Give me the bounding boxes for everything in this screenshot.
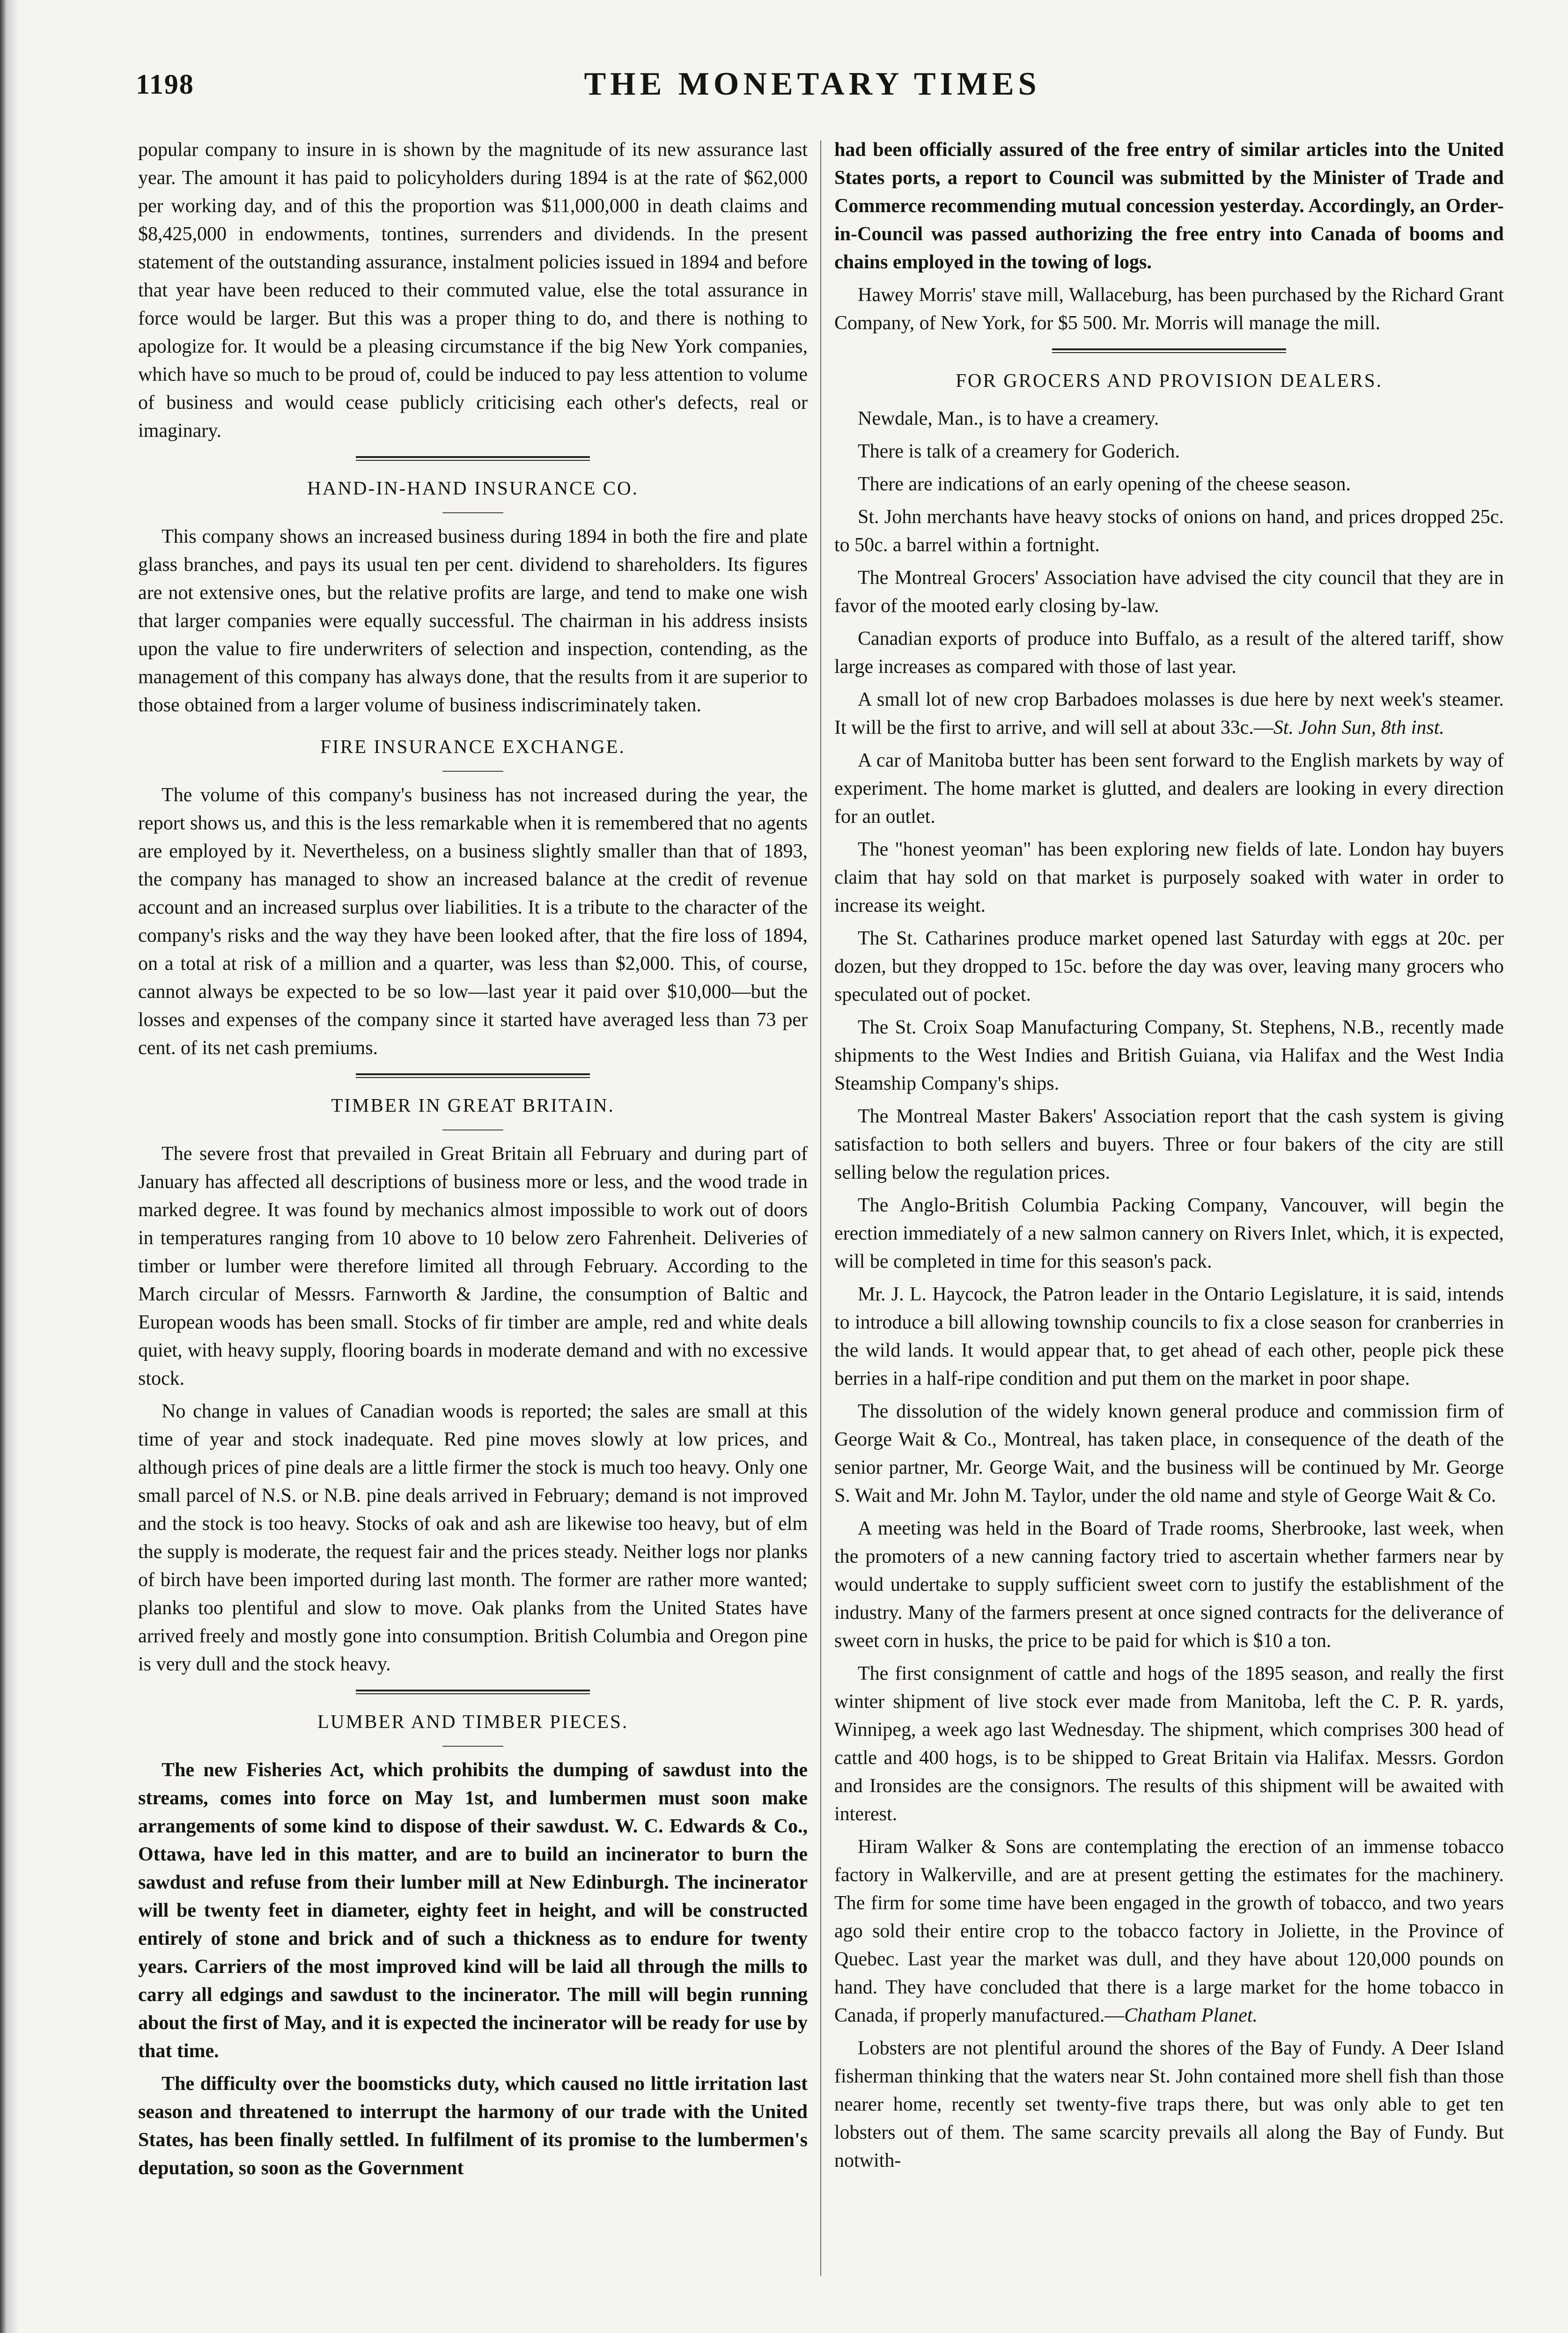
news-item: The St. Croix Soap Manufacturing Company, St. Stephens, N.B., recently made shipments to the West Indies and British Guiana, via Halifax and the West India Steamship Company's ships. <box>834 1017 1504 1094</box>
news-item <box>834 686 1504 742</box>
news-source: St. John Sun, 8th inst. <box>1273 717 1444 738</box>
news-item: The St. Catharines produce market opened last Saturday with eggs at 20c. per dozen, but they dropped to 15c. before the day was over, leaving many grocers who speculated out of pocket. <box>834 928 1504 1005</box>
page-header <box>136 66 1489 108</box>
news-item: The dissolution of the widely known general produce and commission firm of George Wait & Co., Montreal, has taken place, in consequence of the death of the senior partner, Mr. George Wait, and the business will be continued by Mr. George S. Wait and Mr. John M. Taylor, under the old name and style of George Wait & Co. <box>834 1401 1504 1506</box>
article-paragraph: had been officially assured of the free entry of similar articles into the United States ports, a report to Council was submitted by the Minister of Trade and Commerce recommending mutual concession yesterday. Accordingly, an Order-in-Council was passed authorizing the free entry into Canada of booms and chains employed in the towing of logs. <box>834 139 1504 273</box>
heading-underline <box>442 1746 503 1747</box>
column-divider <box>820 140 821 2276</box>
article-paragraph: The volume of this company's business has not increased during the year, the report shows us, and this is the less remarkable when it is remembered that no agents are employed by it. Nevertheless, on a business slightly smaller than that of 1893, the company has managed to show an increased balance at the credit of revenue account and an increased surplus over liabilities. It is a tribute to the character of the company's risks and the way they have been looked after, that the fire loss of 1894, on a total at risk of a million and a quarter, was less than $2,000. This, of course, cannot always be expected to be so low—last year it paid over $10,000—but the losses and expenses of the company since it started have averaged less than 73 per cent. of its net cash premiums. <box>138 784 808 1059</box>
section-rule <box>1052 348 1286 353</box>
article-paragraph: popular company to insure in is shown by the magnitude of its new assurance last year. The amount it has paid to policyholders during 1894 is at the rate of $62,000 per working day, and of this the proportion was $11,000,000 in death claims and $8,425,000 in endowments, tontines, surrenders and dividends. In the present statement of the outstanding assurance, instalment policies issued in 1894 and before that year have been reduced to their commuted value, else the total assurance in force would be larger. But this was a proper thing to do, and there is nothing to apologize for. It would be a pleasing circumstance if the big New York companies, which have so much to be proud of, could be induced to pay less attention to volume of business and would cease publicly criticising each other's defects, real or imaginary. <box>138 139 808 442</box>
article-paragraph: This company shows an increased business during 1894 in both the fire and plate glass branches, and pays its usual ten per cent. dividend to shareholders. Its figures are not extensive ones, but the relative profits are large, and tend to make one wish that larger companies were equally successful. The chairman in his address insists upon the value to fire underwriters of selection and inspection, contending, as the management of this company has always done, that the results from it are superior to those obtained from a larger volume of business indiscriminately taken. <box>138 526 808 716</box>
section-heading: FIRE INSURANCE EXCHANGE. <box>320 736 626 757</box>
news-item: Newdale, Man., is to have a creamery. <box>858 408 1159 429</box>
article-paragraph: No change in values of Canadian woods is reported; the sales are small at this time of year and stock inadequate. Red pine moves slowly at low prices, and although prices of pine deals are a little firmer the stock is much too heavy. Only one small parcel of N.S. or N.B. pine deals arrived in February; demand is not improved and the stock is too heavy. Stocks of oak and ash are likewise too heavy, but of elm the supply is moderate, the request fair and the prices steady. Neither logs nor planks of birch have been imported during last month. The former are rather more wanted; planks too plentiful and slow to move. Oak planks from the United States have arrived freely and mostly gone into consumption. British Columbia and Oregon pine is very dull and the stock heavy. <box>138 1401 808 1675</box>
news-item: The Montreal Master Bakers' Association report that the cash system is giving satisfaction to both sellers and buyers. Three or four bakers of the city are still selling below the regulation prices. <box>834 1106 1504 1183</box>
heading-underline <box>442 771 503 772</box>
news-source: Chatham Planet. <box>1124 2005 1258 2026</box>
news-item: The Anglo-British Columbia Packing Company, Vancouver, will begin the erection immediately of a new salmon cannery on Rivers Inlet, which, it is expected, will be completed in time for this season's pack. <box>834 1195 1504 1272</box>
section-heading: HAND-IN-HAND INSURANCE CO. <box>307 477 639 499</box>
right-column <box>834 136 1504 2179</box>
news-item: The "honest yeoman" has been exploring new fields of late. London hay buyers claim that hay sold on that market is purposely soaked with water in order to increase its weight. <box>834 839 1504 916</box>
news-item: Mr. J. L. Haycock, the Patron leader in the Ontario Legislature, it is said, intends to introduce a bill allowing township councils to fix a close season for cranberries in the wild lands. It would appear that, to get ahead of each other, people pick these berries in a half-ripe condition and put them on the market in poor shape. <box>834 1284 1504 1389</box>
news-item: The first consignment of cattle and hogs of the 1895 season, and really the first winter shipment of live stock ever made from Manitoba, left the C. P. R. yards, Winnipeg, a week ago last Wednesday. The shipment, which comprises 300 head of cattle and 400 hogs, is to be shipped to Great Britain via Halifax. Messrs. Gordon and Ironsides are the consignors. The results of this shipment will be awaited with interest. <box>834 1663 1504 1825</box>
article-paragraph: Hawey Morris' stave mill, Wallaceburg, has been purchased by the Richard Grant Company, of New York, for $5 500. Mr. Morris will manage the mill. <box>834 284 1504 334</box>
news-item: There is talk of a creamery for Goderich. <box>858 441 1180 462</box>
section-heading: FOR GROCERS AND PROVISION DEALERS. <box>956 369 1383 391</box>
news-item: There are indications of an early opening of the cheese season. <box>858 473 1351 495</box>
section-rule <box>356 1690 590 1694</box>
news-item: A car of Manitoba butter has been sent forward to the English markets by way of experiment. The home market is glutted, and dealers are looking in every direction for an outlet. <box>834 750 1504 827</box>
article-paragraph: The difficulty over the boomsticks duty, which caused no little irritation last season and threatened to interrupt the harmony of our trade with the United States, has been finally settled. In fulfilment of its promise to the lumbermen's deputation, so soon as the Government <box>138 2073 808 2179</box>
left-column <box>138 136 808 2187</box>
news-item: Lobsters are not plentiful around the shores of the Bay of Fundy. A Deer Island fisherman thinking that the waters near St. John contained more shell fish than those nearer home, recently set twenty-five traps there, but was only able to get ten lobsters out of them. The same scarcity prevails all along the Bay of Fundy. But notwith- <box>834 2038 1504 2171</box>
page-binding-edge <box>0 0 19 2333</box>
article-paragraph: The severe frost that prevailed in Great Britain all February and during part of January has affected all descriptions of business more or less, and the wood trade in marked degree. It was found by mechanics almost impossible to work out of doors in temperatures ranging from 10 above to 10 below zero Fahrenheit. Deliveries of timber or lumber were therefore limited all through February. According to the March circular of Messrs. Farnworth & Jardine, the consumption of Baltic and European woods has been small. Stocks of fir timber are ample, red and white deals quiet, with heavy supply, flooring boards in moderate demand and with no excessive stock. <box>138 1143 808 1389</box>
news-item-text: Hiram Walker & Sons are contemplating the erection of an immense tobacco factory in Walkerville, and are at present getting the estimates for the machinery. The firm for some time have been engaged in the growth of tobacco, and two years ago sold their entire crop to the tobacco factory in Joliette, in the Province of Quebec. Last year the market was dull, and they have about 120,000 pounds on hand. They have concluded that there is a large market for the home tobacco in Canada, if properly manufactured.— <box>834 1836 1504 2026</box>
section-heading: TIMBER IN GREAT BRITAIN. <box>331 1094 615 1116</box>
section-rule <box>356 1073 590 1078</box>
heading-underline <box>442 512 503 513</box>
news-item <box>834 1833 1504 2030</box>
page-number: 1198 <box>136 69 194 100</box>
news-item-text: A small lot of new crop Barbadoes molasses is due here by next week's steamer. It will be the first to arrive, and will sell at about 33c.— <box>834 689 1504 738</box>
article-paragraph: The new Fisheries Act, which prohibits the dumping of sawdust into the streams, comes into force on May 1st, and lumbermen must soon make arrangements of some kind to dispose of their sawdust. W. C. Edwards & Co., Ottawa, have led in this matter, and are to build an incinerator to burn the sawdust and refuse from their lumber mill at New Edinburgh. The incinerator will be twenty feet in diameter, eighty feet in height, and will be constructed entirely of stone and brick and of such a thickness as to endure for twenty years. Carriers of the most improved kind will be laid all through the mills to carry all edgings and sawdust to the incinerator. The mill will begin running about the first of May, and it is expected the incinerator will be ready for use by that time. <box>138 1759 808 2062</box>
section-rule <box>356 456 590 461</box>
masthead-title: THE MONETARY TIMES <box>584 66 1041 102</box>
news-item: The Montreal Grocers' Association have advised the city council that they are in favor of the mooted early closing by-law. <box>834 567 1504 617</box>
news-item: Canadian exports of produce into Buffalo, as a result of the altered tariff, show large increases as compared with those of last year. <box>834 628 1504 678</box>
section-heading: LUMBER AND TIMBER PIECES. <box>317 1711 629 1732</box>
news-item: St. John merchants have heavy stocks of onions on hand, and prices dropped 25c. to 50c. a barrel within a fortnight. <box>834 506 1504 556</box>
news-item: A meeting was held in the Board of Trade rooms, Sherbrooke, last week, when the promoters of a new canning factory tried to ascertain whether farmers near by would undertake to supply sufficient sweet corn to justify the establishment of the industry. Many of the farmers present at once signed contracts for the deliverance of sweet corn in husks, the price to be paid for which is $10 a ton. <box>834 1518 1504 1652</box>
